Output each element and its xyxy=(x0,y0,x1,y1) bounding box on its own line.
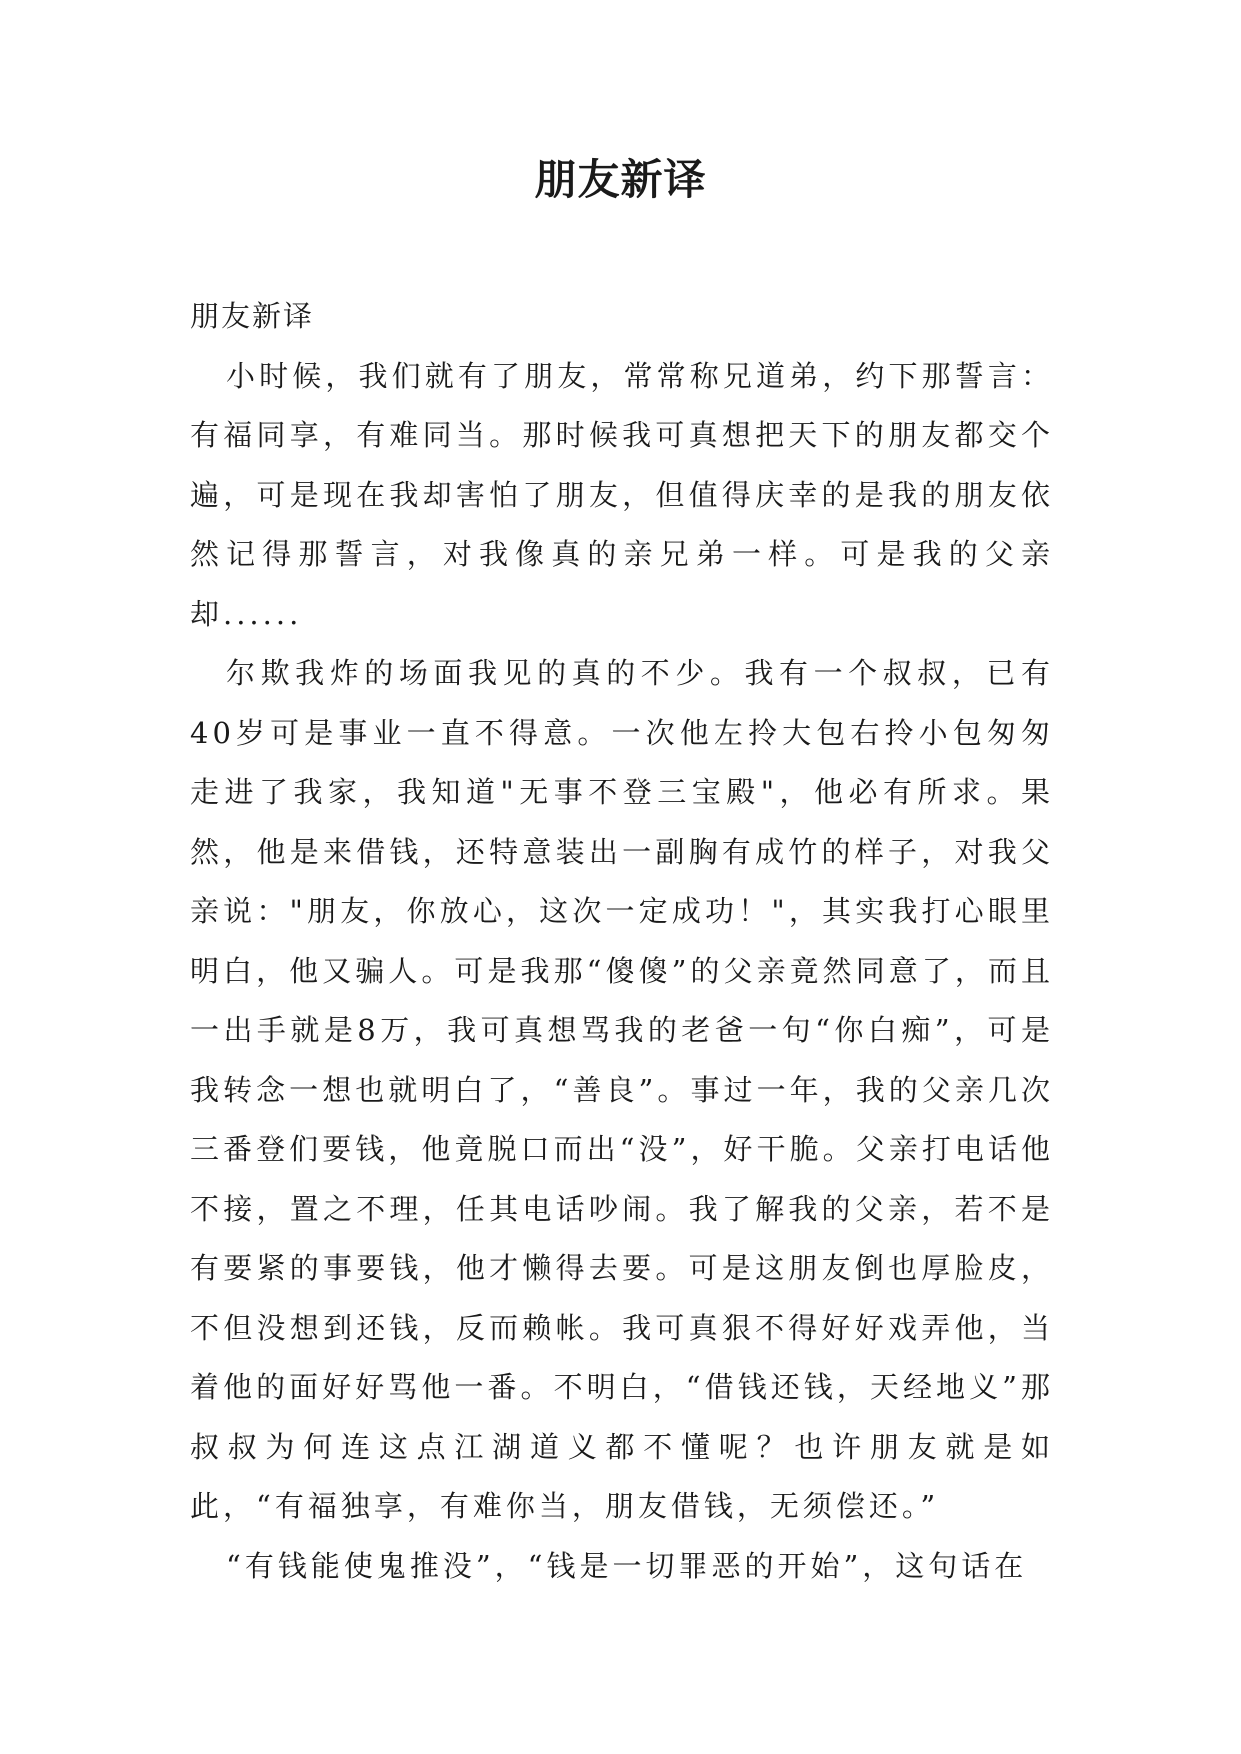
document-title: 朋友新译 xyxy=(534,155,707,204)
document-body xyxy=(190,287,1054,1596)
paragraph-1: 小时候，我们就有了朋友，常常称兄道弟，约下那誓言：有福同享，有难同当。那时候我可真想把天下的朋友都交个遍，可是现在我却害怕了朋友，但值得庆幸的是我的朋友依然记得那誓言，对我像真的亲兄弟一样。可是我的父亲却...... xyxy=(190,358,1054,631)
paragraph-2: 尔欺我炸的场面我见的真的不少。我有一个叔叔，已有40岁可是事业一直不得意。一次他左拎大包右拎小包匆匆走进了我家，我知道"无事不登三宝殿"，他必有所求。果然，他是来借钱，还特意装出一副胸有成竹的样子，对我父亲说："朋友，你放心，这次一定成功！"，其实我打心眼里明白，他又骗人。可是我那“傻傻”的父亲竟然同意了，而且一出手就是8万，我可真想骂我的老爸一句“你白痴”，可是我转念一想也就明白了，“善良”。事过一年，我的父亲几次三番登们要钱，他竟脱口而出“没”，好干脆。父亲打电话他不接，置之不理，任其电话吵闹。我了解我的父亲，若不是有要紧的事要钱，他才懒得去要。可是这朋友倒也厚脸皮，不但没想到还钱，反而赖帐。我可真狠不得好好戏弄他，当着他的面好好骂他一番。不明白，“借钱还钱，天经地义”那叔叔为何连这点江湖道义都不懂呢？也许朋友就是如此，“有福独享，有难你当，朋友借钱，无须偿还。” xyxy=(190,656,1054,1523)
paragraph-3: “有钱能使鬼推没”，“钱是一切罪恶的开始”，这句话在 xyxy=(226,1548,1028,1583)
section-subheading: 朋友新译 xyxy=(190,299,315,333)
